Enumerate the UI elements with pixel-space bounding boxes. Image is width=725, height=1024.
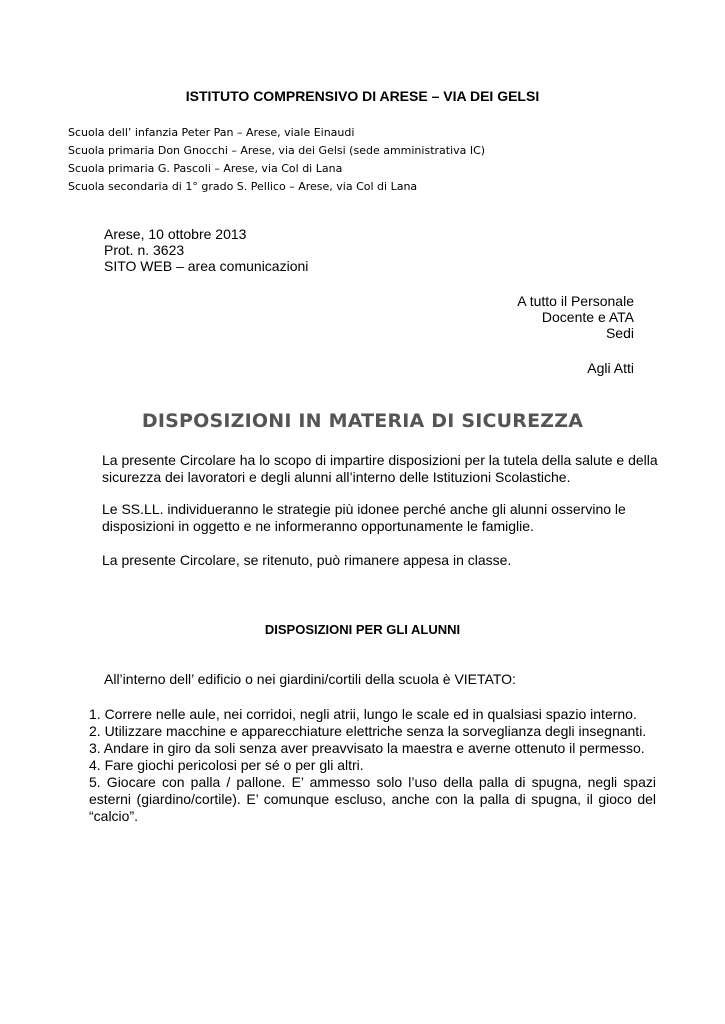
institute-title: ISTITUTO COMPRENSIVO DI ARESE – VIA DEI GELSI xyxy=(185,88,540,104)
recipients-block xyxy=(517,293,634,341)
rule-item: 4. Fare giochi pericolosi per sé o per gli altri. xyxy=(89,757,364,773)
rule-item: 2. Utilizzare macchine e apparecchiature elettriche senza la sorveglianza degli insegnanti. xyxy=(89,723,647,739)
website-line: SITO WEB – area comunicazioni xyxy=(104,258,309,274)
paragraph: Le SS.LL. individueranno le strategie più idonee perché anche gli alunni osservino le disposizioni in oggetto e ne informeranno opportunamente le famiglie. xyxy=(102,501,626,534)
section-intro: All’interno dell’ edificio o nei giardini/cortili della scuola è VIETATO: xyxy=(104,671,516,687)
protocol-number: Prot. n. 3623 xyxy=(104,242,185,258)
school-line: Scuola dell’ infanzia Peter Pan – Arese, viale Einaudi xyxy=(68,126,355,139)
date-line: Arese, 10 ottobre 2013 xyxy=(104,226,247,242)
rules-list xyxy=(89,706,656,825)
school-line: Scuola primaria Don Gnocchi – Arese, via dei Gelsi (sede amministrativa IC) xyxy=(68,144,486,157)
recipient-line: A tutto il Personale xyxy=(517,293,634,309)
document-meta xyxy=(104,226,308,274)
section-title: DISPOSIZIONI PER GLI ALUNNI xyxy=(264,622,461,637)
rule-item: 3. Andare in giro da soli senza aver preavvisato la maestra e averne ottenuto il permesso. xyxy=(89,740,645,756)
school-list xyxy=(68,124,485,196)
rule-item: 1. Correre nelle aule, nei corridoi, negli atrii, lungo le scale ed in qualsiasi spazio interno. xyxy=(89,706,637,722)
recipient-line: Sedi xyxy=(605,325,634,341)
school-line: Scuola secondaria di 1° grado S. Pellico – Arese, via Col di Lana xyxy=(68,180,418,193)
paragraph: La presente Circolare, se ritenuto, può rimanere appesa in classe. xyxy=(102,552,512,568)
atti-line: Agli Atti xyxy=(587,360,634,376)
paragraph: La presente Circolare ha lo scopo di impartire disposizioni per la tutela della salute e della sicurezza dei lavoratori e degli alunni all’interno delle Istituzioni Scolastiche. xyxy=(102,452,658,485)
recipient-line: Docente e ATA xyxy=(541,309,634,325)
school-line: Scuola primaria G. Pascoli – Arese, via Col di Lana xyxy=(68,162,343,175)
rule-item: 5. Giocare con palla / pallone. E’ ammesso solo l’uso della palla di spugna, negli spazi esterni (giardino/cortile). E’ comunque escluso, anche con la palla di spugna, il gioco del “calcio”. xyxy=(89,774,656,824)
main-title: DISPOSIZIONI IN MATERIA DI SICUREZZA xyxy=(141,410,584,432)
